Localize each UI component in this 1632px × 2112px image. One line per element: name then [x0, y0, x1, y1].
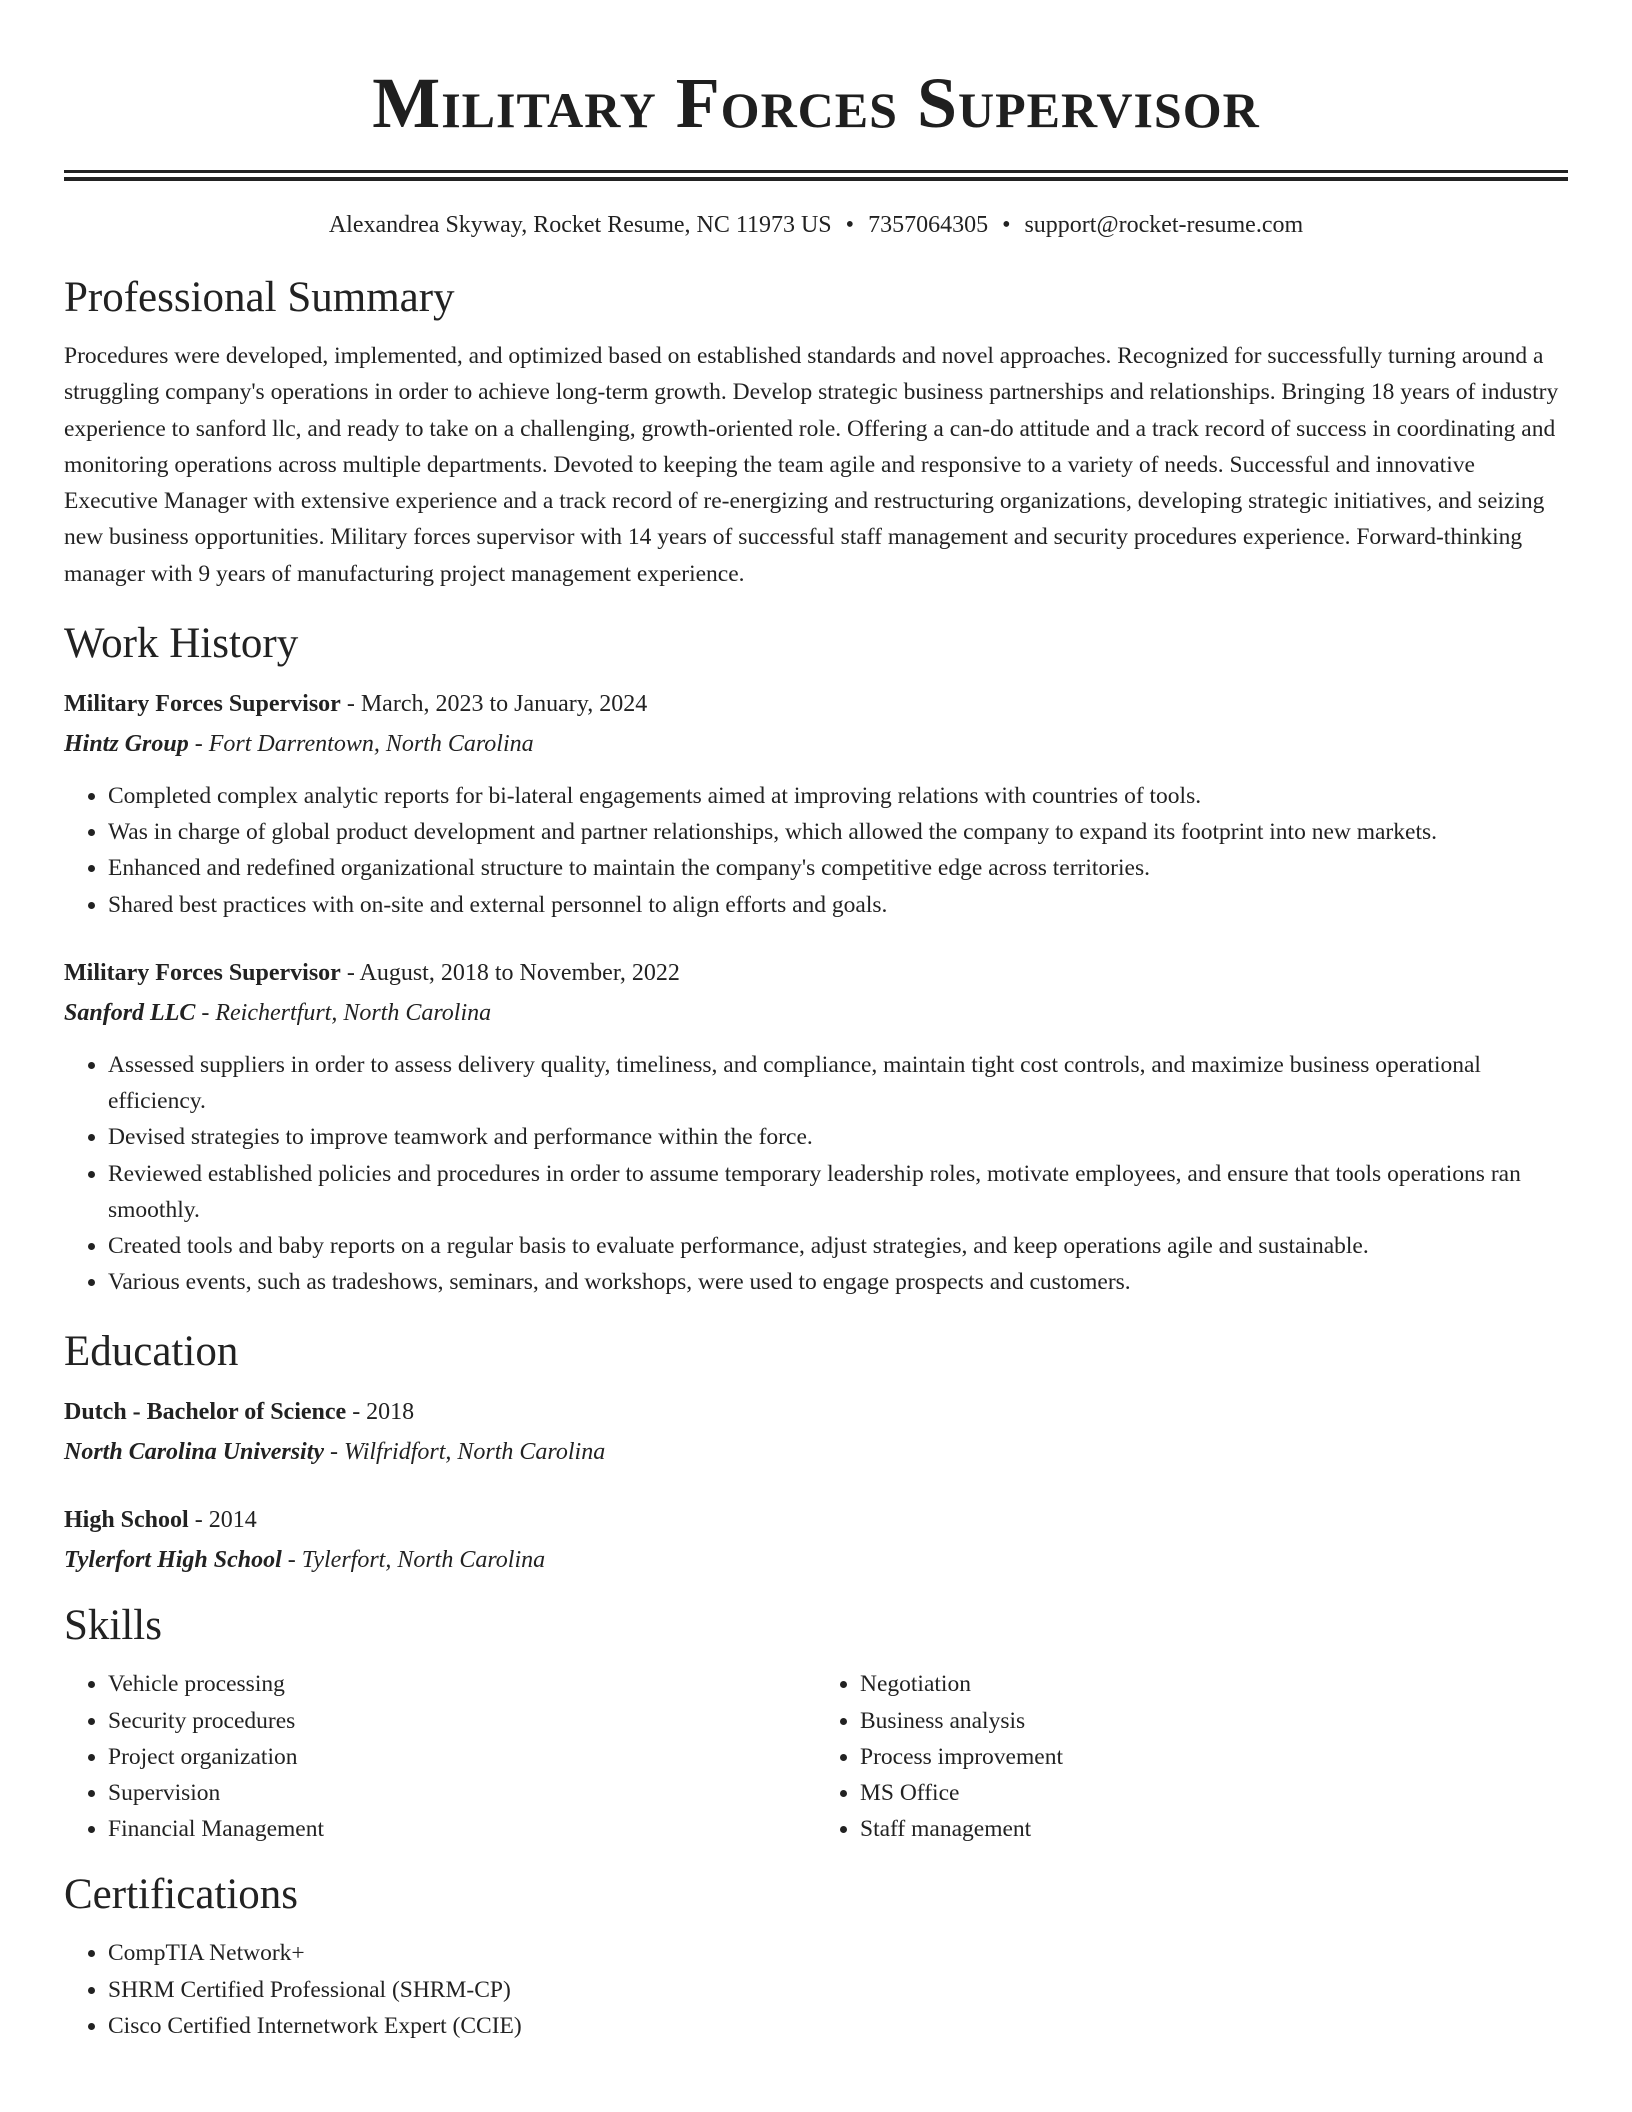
certification-item: • CompTIA Network+: [108, 1935, 1568, 1971]
skills-grid: [64, 1666, 1568, 1847]
degree-year: - 2014: [188, 1507, 257, 1534]
skill-item: • MS Office: [860, 1775, 1568, 1811]
contact-line: [64, 207, 1568, 243]
job-title-line: [64, 955, 1568, 991]
degree-line: [64, 1502, 1568, 1538]
school-location: - Tylerfort, North Carolina: [281, 1547, 546, 1574]
degree-line: [64, 1394, 1568, 1430]
job-bullet: • Enhanced and redefined organizational structure to maintain the company's competitive edge across territories.: [108, 850, 1568, 886]
skills-list-left: [64, 1666, 816, 1847]
job-bullet: • Devised strategies to improve teamwork and performance within the force.: [108, 1119, 1568, 1155]
skill-item: • Process improvement: [860, 1739, 1568, 1775]
certification-item: • SHRM Certified Professional (SHRM-CP): [108, 1972, 1568, 2008]
school-location: - Wilfridfort, North Carolina: [324, 1439, 606, 1466]
job-bullet: • Was in charge of global product development and partner relationships, which allowed the company to expand its footprint into new markets.: [108, 814, 1568, 850]
job-company: Hintz Group: [64, 731, 189, 758]
job-entry: [64, 686, 1568, 923]
school-name: North Carolina University: [64, 1439, 325, 1466]
education-entry: [64, 1502, 1568, 1578]
resume-name-title: Military Forces Supervisor: [372, 63, 1260, 143]
contact-phone: 7357064305: [868, 212, 989, 238]
header-double-rule: [64, 170, 1568, 181]
job-bullet: • Completed complex analytic reports for bi-lateral engagements aimed at improving relations with countries of tools.: [108, 778, 1568, 814]
job-title-line: [64, 686, 1568, 722]
job-location: - Reichertfurt, North Carolina: [195, 999, 492, 1026]
section-heading-education: Education: [64, 1328, 239, 1376]
job-bullet: • Assessed suppliers in order to assess delivery quality, timeliness, and compliance, maintain tight cost controls, and maximize business operational efficiency.: [108, 1047, 1568, 1119]
job-title: Military Forces Supervisor: [64, 691, 341, 718]
section-heading-skills: Skills: [64, 1602, 162, 1650]
skill-item: • Negotiation: [860, 1666, 1568, 1702]
contact-separator: •: [1002, 212, 1011, 238]
skill-item: • Vehicle processing: [108, 1666, 816, 1702]
degree-name: High School: [64, 1507, 189, 1534]
certification-item: • Cisco Certified Internetwork Expert (CCIE): [108, 2008, 1568, 2044]
degree-name: Dutch - Bachelor of Science: [64, 1399, 347, 1426]
skill-item: • Supervision: [108, 1775, 816, 1811]
job-bullet: • Shared best practices with on-site and external personnel to align efforts and goals.: [108, 887, 1568, 923]
section-heading-certifications: Certifications: [64, 1871, 299, 1919]
education-entry: [64, 1394, 1568, 1470]
skill-item: • Financial Management: [108, 1811, 816, 1847]
job-bullet-list: [64, 1047, 1568, 1300]
school-line: [64, 1542, 1568, 1578]
school-line: [64, 1434, 1568, 1470]
contact-email: support@rocket-resume.com: [1024, 212, 1304, 238]
job-company: Sanford LLC: [64, 999, 196, 1026]
skills-list-right: [816, 1666, 1568, 1847]
school-name: Tylerfort High School: [64, 1547, 282, 1574]
skill-item: • Project organization: [108, 1739, 816, 1775]
contact-separator: •: [845, 212, 855, 238]
job-bullet: • Created tools and baby reports on a regular basis to evaluate performance, adjust strategies, and keep operations agile and sustainable.: [108, 1228, 1568, 1264]
skill-item: • Security procedures: [108, 1703, 816, 1739]
job-bullet: • Various events, such as tradeshows, seminars, and workshops, were used to engage prospects and customers.: [108, 1264, 1568, 1300]
contact-address: Alexandrea Skyway, Rocket Resume, NC 11973 US: [328, 212, 832, 238]
job-dates: - August, 2018 to November, 2022: [340, 959, 680, 986]
job-bullet: • Reviewed established policies and procedures in order to assume temporary leadership roles, motivate employees, and ensure that tools operations ran smoothly.: [108, 1156, 1568, 1228]
job-dates: - March, 2023 to January, 2024: [340, 691, 648, 718]
skill-item: • Staff management: [860, 1811, 1568, 1847]
job-location: - Fort Darrentown, North Carolina: [188, 731, 534, 758]
job-entry: [64, 955, 1568, 1300]
section-heading-work-history: Work History: [64, 620, 299, 668]
skill-item: • Business analysis: [860, 1703, 1568, 1739]
job-bullet-list: [64, 778, 1568, 923]
job-company-line: [64, 726, 1568, 762]
summary-text: Procedures were developed, implemented, and optimized based on established standards and novel approaches. Recognized for successfully turning around a struggling company's operations in order to achieve long-term growth. Develop strategic business partnerships and relationships. Bringing 18 years of industry experience to sanford llc, and ready to take on a challenging, growth-oriented role. Offering a can-do attitude and a track record of success in coordinating and monitoring operations across multiple departments. Devoted to keeping the team agile and responsive to a variety of needs. Successful and innovative Executive Manager with extensive experience and a track record of re-energizing and restructuring organizations, developing strategic initiatives, and seizing new business opportunities. Military forces supervisor with 14 years of successful staff management and security procedures experience. Forward-thinking manager with 9 years of manufacturing project management experience.: [64, 343, 1559, 587]
job-title: Military Forces Supervisor: [64, 959, 341, 986]
degree-year: - 2018: [346, 1399, 415, 1426]
section-heading-summary: Professional Summary: [64, 274, 455, 321]
job-company-line: [64, 995, 1568, 1031]
certifications-list: [64, 1935, 1568, 2044]
